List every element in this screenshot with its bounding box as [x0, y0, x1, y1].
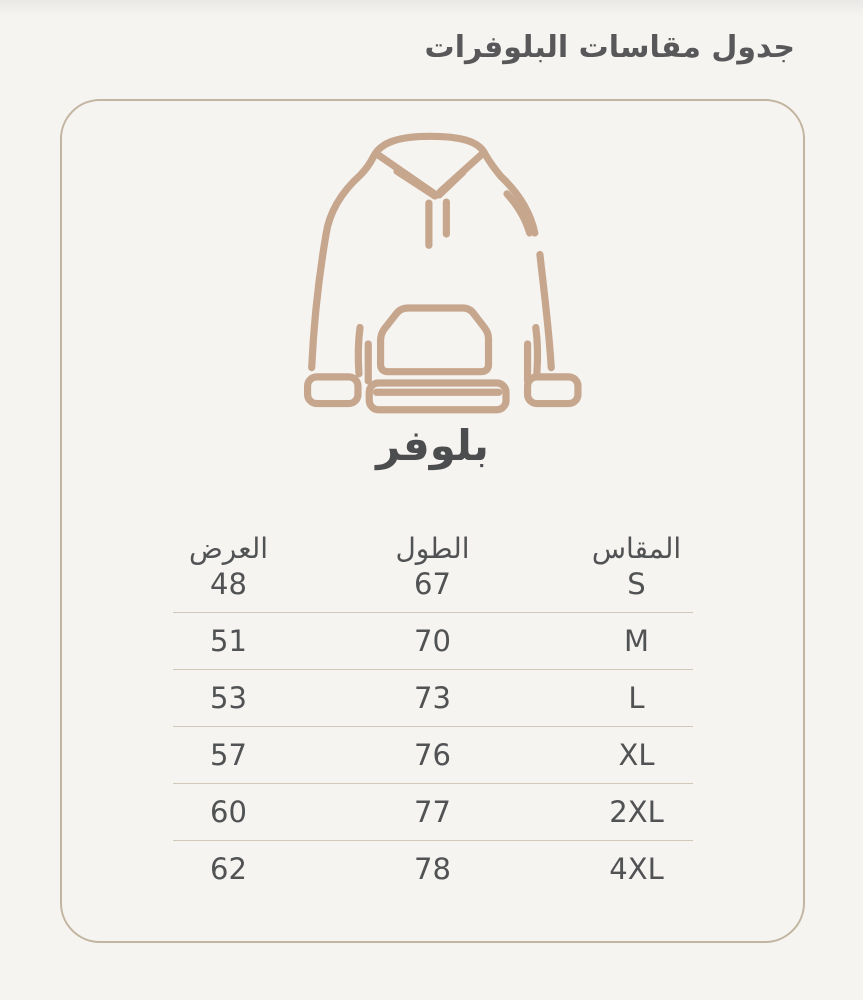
- size-table-header: [173, 526, 693, 566]
- cell-length: 67: [414, 567, 451, 601]
- cell-size: S: [627, 567, 646, 601]
- table-row: [173, 784, 693, 841]
- cell-width: 62: [210, 851, 247, 886]
- cell-width: 48: [210, 567, 247, 601]
- cell-width: 51: [210, 623, 247, 658]
- size-table-body: [173, 566, 693, 897]
- cell-size: 2XL: [609, 794, 664, 829]
- size-chart-card: [60, 99, 805, 943]
- cell-width: 57: [210, 737, 247, 772]
- cell-length: 77: [414, 794, 451, 829]
- cell-size: XL: [618, 737, 655, 772]
- cell-width: 53: [210, 680, 247, 715]
- page-title: جدول مقاسات البلوفرات: [424, 30, 795, 65]
- top-edge-shadow: [0, 0, 863, 16]
- hoodie-icon: [281, 125, 585, 419]
- table-row: [173, 841, 693, 897]
- table-row: [173, 613, 693, 670]
- cell-size: M: [623, 623, 650, 658]
- product-label: بلوفر: [376, 421, 489, 470]
- cell-length: 73: [414, 680, 451, 715]
- cell-length: 70: [414, 623, 451, 658]
- cell-length: 76: [414, 737, 451, 772]
- cell-size: 4XL: [609, 851, 664, 886]
- table-row: [173, 670, 693, 727]
- column-header-size: المقاس: [591, 532, 682, 565]
- cell-size: L: [628, 680, 645, 715]
- table-row: [173, 566, 693, 613]
- cell-width: 60: [210, 794, 247, 829]
- cell-length: 78: [414, 851, 451, 886]
- size-table: [173, 526, 693, 897]
- table-row: [173, 727, 693, 784]
- column-header-width: العرض: [188, 532, 269, 565]
- column-header-length: الطول: [395, 532, 470, 565]
